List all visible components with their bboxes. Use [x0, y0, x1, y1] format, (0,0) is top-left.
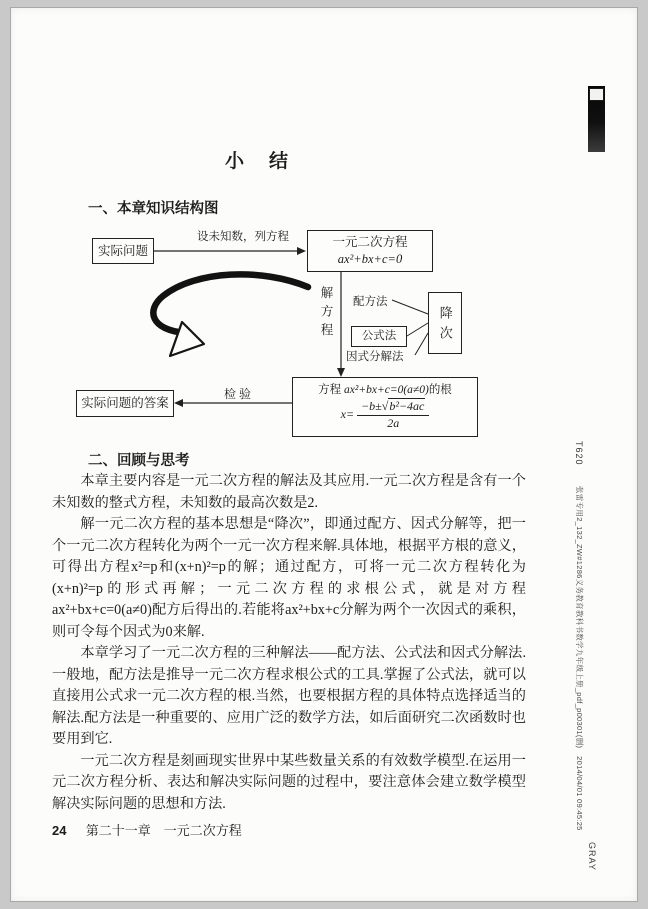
root-formula — [341, 400, 430, 431]
flow-box-answer: 实际问题的答案 — [76, 390, 174, 417]
calibration-square — [589, 88, 604, 101]
chapter-label: 第二十一章 一元二次方程 — [85, 823, 242, 838]
fraction-denominator: 2a — [387, 416, 400, 431]
root-title-math: ax²+bx+c=0(a≠0) — [344, 383, 429, 396]
root-title-suffix: 的根 — [428, 383, 452, 396]
flow-box-root — [292, 377, 478, 437]
page-footer — [52, 820, 242, 839]
root-title-prefix: 方程 — [318, 383, 345, 396]
margin-watermark: 张雷专用2_132_ZW#1286义务教育教科书数学九年级上册_pdf_p00301(删) 2014/04/01 09:45:25 — [575, 486, 584, 831]
page-number: 24 — [52, 823, 67, 838]
flow-label-check: 检验 — [224, 387, 255, 401]
fraction-numerator — [357, 400, 429, 416]
flow-label-solve: 解方程 — [319, 286, 333, 342]
flow-label-setup: 设未知数，列方程 — [197, 231, 289, 243]
root-box-title — [318, 383, 452, 399]
margin-code: T620 — [574, 441, 584, 466]
flow-label-method-yinshi: 因式分解法 — [346, 351, 404, 363]
body-paragraph: 本章学习了一元二次方程的三种解法——配方法、公式法和因式分解法.一般地，配方法是推导一元二次方程求根公式的工具.掌握了公式法，就可以直接用公式求一元二次方程的根.当然，也要根据方程的具体特点选择适当的解法.配方法是一种重要的、应用广泛的数学方法，如后面研究二次函数时也要用到它. — [52, 645, 526, 747]
equation-box-title: 一元二次方程 — [332, 235, 408, 250]
body-paragraph: 一元二次方程是刻画现实世界中某些数量关系的有效数学模型.在运用一元二次方程分析、表达和解决实际问题的过程中，要注意体会建立数学模型解决实际问题的思想和方法. — [52, 752, 526, 812]
root-formula-fraction — [357, 400, 429, 431]
flow-box-reduce: 降次 — [428, 292, 462, 354]
root-formula-lhs: x= — [340, 407, 355, 422]
flow-box-method-gongshi: 公式法 — [351, 326, 407, 347]
page-title: 小 结 — [224, 151, 291, 172]
radicand: b²−4ac — [389, 399, 425, 414]
equation-box-formula: ax²+bx+c=0 — [337, 252, 403, 266]
flow-box-equation — [307, 230, 433, 272]
margin-color-label: GRAY — [587, 842, 597, 871]
numerator-prefix: −b± — [361, 399, 382, 414]
body-paragraph: 解一元二次方程的基本思想是“降次”，即通过配方、因式分解等，把一个一元二次方程转化为两个一元一次方程来解.具体地，根据平方根的意义，可得出方程x²=p和(x+n)²=p的解；通过配方，可将一元二次方程转化为(x+n)²=p的形式再解；一元二次方程的求根公式，就是对方程ax²+bx+c=0(a≠0)配方后得出的.若能将ax²+bx+c分解为两个一次因式的乘积，则可令每个因式为0来解. — [52, 516, 526, 640]
flow-label-method-peifang: 配方法 — [353, 296, 388, 308]
section-heading-review: 二、回顾与思考 — [88, 453, 190, 469]
flow-box-problem: 实际问题 — [92, 238, 154, 264]
body-text — [52, 471, 526, 815]
body-paragraph: 本章主要内容是一元二次方程的解法及其应用.一元二次方程是含有一个未知数的整式方程，未知数的最高次数是2. — [52, 473, 526, 511]
radical-sign: √ — [381, 399, 389, 414]
section-heading-structure: 一、本章知识结构图 — [88, 201, 219, 217]
